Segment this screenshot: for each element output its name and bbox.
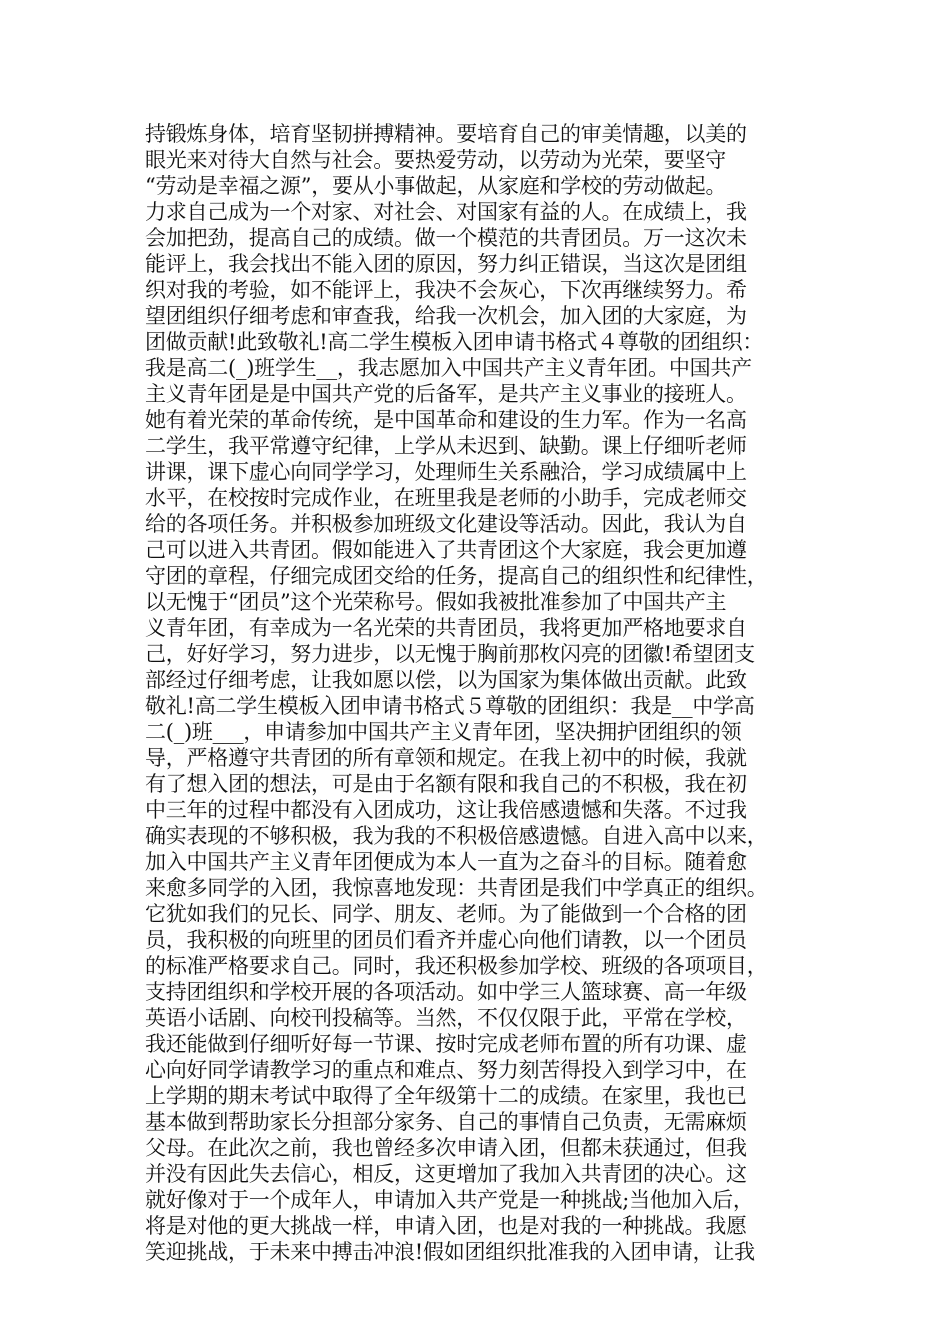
text-line: 心向好同学请教学习的重点和难点、努力刻苦得投入到学习中，在 bbox=[145, 1058, 747, 1082]
text-line: 能评上，我会找出不能入团的原因，努力纠正错误，当这次是团组 bbox=[145, 252, 747, 276]
text-line: 中三年的过程中都没有入团成功，这让我倍感遗憾和失落。不过我 bbox=[145, 798, 747, 822]
text-line: 主义青年团是是中国共产党的后备军，是共产主义事业的接班人。 bbox=[145, 382, 747, 406]
text-line: 会加把劲，提高自己的成绩。做一个模范的共青团员。万一这次未 bbox=[145, 226, 747, 250]
text-line: 二学生，我平常遵守纪律，上学从未迟到、缺勤。课上仔细听老师 bbox=[145, 434, 747, 458]
text-line: 敬礼!高二学生模板入团申请书格式５尊敬的团组织：我是__中学高 bbox=[145, 694, 755, 718]
text-line: 我是高二(_)班学生__，我志愿加入中国共产主义青年团。中国共产 bbox=[145, 356, 752, 380]
text-line: 力求自己成为一个对家、对社会、对国家有益的人。在成绩上，我 bbox=[145, 200, 747, 224]
text-line: 眼光来对待大自然与社会。要热爱劳动，以劳动为光荣，要坚守 bbox=[145, 148, 726, 172]
text-line: 讲课，课下虚心向同学学习，处理师生关系融洽，学习成绩属中上 bbox=[145, 460, 747, 484]
text-line: 二(_)班___，申请参加中国共产主义青年团，坚决拥护团组织的领 bbox=[145, 720, 742, 744]
text-line: 有了想入团的想法，可是由于名额有限和我自己的不积极，我在初 bbox=[145, 772, 747, 796]
body-text bbox=[145, 121, 825, 1265]
text-line: 就好像对于一个成年人，申请加入共产党是一种挑战;当他加入后， bbox=[145, 1188, 754, 1212]
text-line: “劳动是幸福之源”，要从小事做起，从家庭和学校的劳动做起。 bbox=[145, 174, 727, 198]
text-line: 望团组织仔细考虑和审查我，给我一次机会，加入团的大家庭，为 bbox=[145, 304, 747, 328]
text-line: 的标准严格要求自己。同时，我还积极参加学校、班级的各项项目， bbox=[145, 954, 768, 978]
text-line: 它犹如我们的兄长、同学、朋友、老师。为了能做到一个合格的团 bbox=[145, 902, 747, 926]
text-line: 己，好好学习，努力进步，以无愧于胸前那枚闪亮的团徽!希望团支 bbox=[145, 642, 755, 666]
text-line: 确实表现的不够积极，我为我的不积极倍感遗憾。自进入高中以来， bbox=[145, 824, 768, 848]
text-line: 持锻炼身体，培育坚韧拼搏精神。要培育自己的审美情趣，以美的 bbox=[145, 122, 747, 146]
text-line: 英语小话剧、向校刊投稿等。当然，不仅仅限于此，平常在学校， bbox=[145, 1006, 747, 1030]
text-line: 并没有因此失去信心，相反，这更增加了我加入共青团的决心。这 bbox=[145, 1162, 747, 1186]
text-line: 导，严格遵守共青团的所有章领和规定。在我上初中的时候，我就 bbox=[145, 746, 747, 770]
text-line: 团做贡献!此致敬礼!高二学生模板入团申请书格式４尊敬的团组织： bbox=[145, 330, 764, 354]
text-line: 她有着光荣的革命传统，是中国革命和建设的生力军。作为一名高 bbox=[145, 408, 747, 432]
text-line: 将是对他的更大挑战一样，申请入团，也是对我的一种挑战。我愿 bbox=[145, 1214, 747, 1238]
text-line: 基本做到帮助家长分担部分家务、自己的事情自己负责，无需麻烦 bbox=[145, 1110, 747, 1134]
text-line: 以无愧于“团员”这个光荣称号。假如我被批准参加了中国共产主 bbox=[145, 590, 727, 614]
text-line: 水平，在校按时完成作业，在班里我是老师的小助手，完成老师交 bbox=[145, 486, 747, 510]
text-line: 笑迎挑战，于未来中搏击冲浪!假如团组织批准我的入团申请，让我 bbox=[145, 1240, 755, 1264]
text-line: 义青年团，有幸成为一名光荣的共青团员，我将更加严格地要求自 bbox=[145, 616, 747, 640]
text-line: 员，我积极的向班里的团员们看齐并虚心向他们请教，以一个团员 bbox=[145, 928, 747, 952]
text-line: 部经过仔细考虑，让我如愿以偿，以为国家为集体做出贡献。此致 bbox=[145, 668, 747, 692]
text-line: 父母。在此次之前，我也曾经多次申请入团，但都未获通过，但我 bbox=[145, 1136, 747, 1160]
text-line: 加入中国共产主义青年团便成为本人一直为之奋斗的目标。随着愈 bbox=[145, 850, 747, 874]
text-line: 来愈多同学的入团，我惊喜地发现：共青团是我们中学真正的组织。 bbox=[145, 876, 768, 900]
text-line: 上学期的期末考试中取得了全年级第十二的成绩。在家里，我也已 bbox=[145, 1084, 747, 1108]
text-line: 守团的章程，仔细完成团交给的任务，提高自己的组织性和纪律性， bbox=[145, 564, 768, 588]
text-line: 支持团组织和学校开展的各项活动。如中学三人篮球赛、高一年级 bbox=[145, 980, 747, 1004]
text-line: 我还能做到仔细听好每一节课、按时完成老师布置的所有功课、虚 bbox=[145, 1032, 747, 1056]
text-line: 织对我的考验，如不能评上，我决不会灰心，下次再继续努力。希 bbox=[145, 278, 747, 302]
text-line: 己可以进入共青团。假如能进入了共青团这个大家庭，我会更加遵 bbox=[145, 538, 747, 562]
text-line: 给的各项任务。并积极参加班级文化建设等活动。因此，我认为自 bbox=[145, 512, 747, 536]
